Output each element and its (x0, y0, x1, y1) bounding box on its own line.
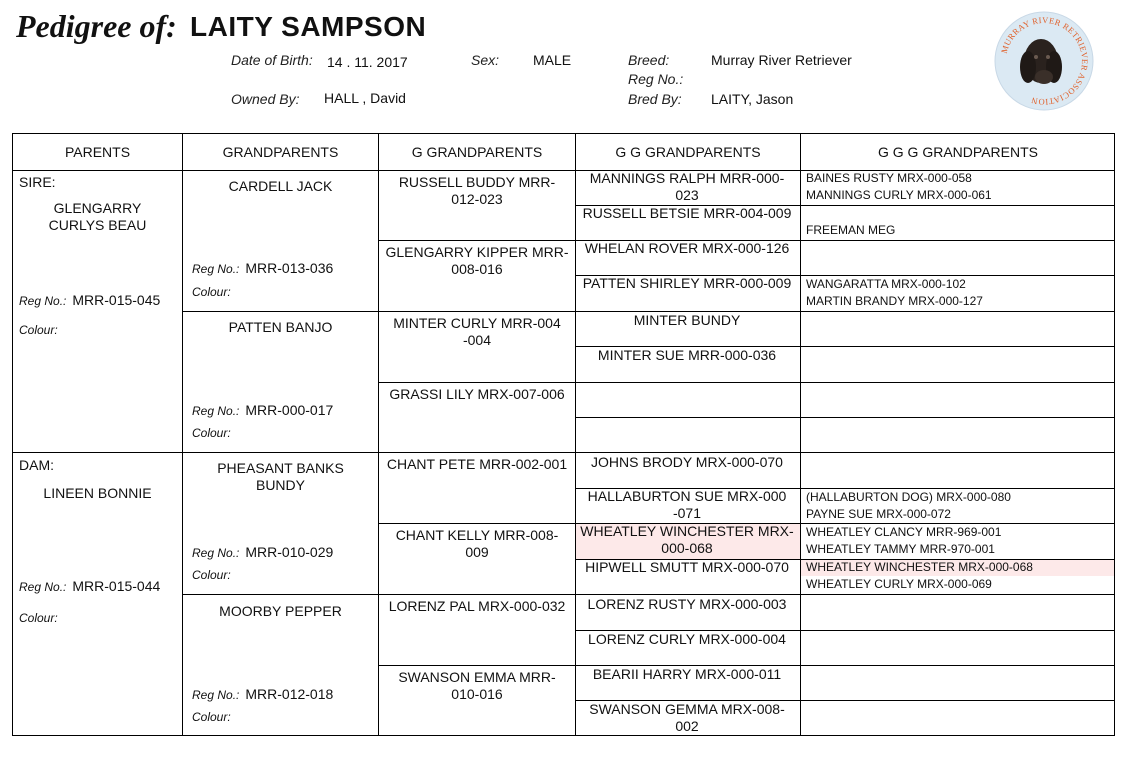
gg-grandparent: WHEATLEY WINCHESTER MRX-000-068 (580, 523, 794, 556)
ggg-grandparent: WHEATLEY CLANCY MRR-969-001 (806, 525, 1002, 539)
breed-label: Breed: (628, 52, 670, 68)
ggg-grandparent: WHEATLEY CURLY MRX-000-069 (806, 577, 992, 591)
regno-label: Reg No.: (628, 71, 684, 87)
ggg-grandparent: BAINES RUSTY MRX-000-058 (806, 171, 972, 185)
ggg-grandparent: WHEATLEY TAMMY MRR-970-001 (806, 542, 995, 556)
grandparent-name: MOORBY PEPPER (219, 603, 342, 619)
grandparent-name: PATTEN BANJO (228, 319, 333, 335)
ggg-grandparent: WHEATLEY WINCHESTER MRX-000-068 (806, 560, 1033, 574)
dog-name: LAITY SAMPSON (190, 11, 427, 42)
gg-grandparent: SWANSON GEMMA MRX-008-002 (589, 701, 785, 734)
ggg-grandparent: WANGARATTA MRX-000-102 (806, 277, 966, 291)
sex-label: Sex: (471, 52, 500, 68)
grandparent-colour-label: Colour: (192, 568, 231, 582)
grandparent-colour-label: Colour: (192, 710, 231, 724)
col-header-grandparents: GRANDPARENTS (222, 144, 339, 160)
grandparent-name: CARDELL JACK (228, 178, 333, 194)
gg-grandparent: JOHNS BRODY MRX-000-070 (591, 454, 783, 470)
dam-name: LINEEN BONNIE (43, 485, 152, 501)
grandparent-name: PHEASANT BANKS BUNDY (217, 460, 344, 493)
grandparent-reg: Reg No.: MRR-013-036 (192, 260, 334, 276)
g-grandparent: GRASSI LILY MRX-007-006 (389, 386, 565, 402)
gg-grandparent: BEARII HARRY MRX-000-011 (592, 666, 782, 682)
grandparent-reg: Reg No.: MRR-000-017 (192, 402, 334, 418)
gg-grandparent: LORENZ CURLY MRX-000-004 (588, 631, 786, 647)
bred-by-label: Bred By: (628, 91, 682, 107)
owned-by-label: Owned By: (231, 91, 300, 107)
g-grandparent: LORENZ PAL MRX-000-032 (388, 598, 566, 614)
sire-reg: Reg No.: MRR-015-045 (19, 292, 161, 308)
gg-grandparent: MANNINGS RALPH MRR-000-023 (589, 170, 785, 203)
col-header-gg-grandparents: G G GRANDPARENTS (615, 144, 761, 160)
grandparent-reg: Reg No.: MRR-010-029 (192, 544, 334, 560)
col-header-ggg-grandparents: G G G GRANDPARENTS (878, 144, 1038, 160)
sire-label: SIRE: (19, 174, 56, 190)
sire-colour-label: Colour: (19, 323, 58, 337)
breeder-value: LAITY, Jason (711, 91, 794, 107)
grandparent-colour-label: Colour: (192, 285, 231, 299)
ggg-grandparent: (HALLABURTON DOG) MRX-000-080 (806, 490, 1011, 504)
ggg-grandparent: FREEMAN MEG (806, 223, 896, 237)
dob-value: 14 . 11. 2017 (327, 54, 408, 70)
gg-grandparent: PATTEN SHIRLEY MRR-000-009 (582, 275, 792, 291)
g-grandparent: MINTER CURLY MRR-004 -004 (393, 315, 561, 348)
association-logo (994, 11, 1094, 111)
dam-colour-label: Colour: (19, 611, 58, 625)
gg-grandparent: MINTER SUE MRR-000-036 (597, 347, 777, 363)
grandparent-reg: Reg No.: MRR-012-018 (192, 686, 334, 702)
g-grandparent: CHANT PETE MRR-002-001 (386, 456, 568, 472)
ggg-grandparent: MANNINGS CURLY MRX-000-061 (806, 188, 992, 202)
col-header-g-grandparents: G GRANDPARENTS (411, 144, 543, 160)
pedigree-table (12, 133, 1115, 736)
gg-grandparent: LORENZ RUSTY MRX-000-003 (587, 596, 787, 612)
gg-grandparent: MINTER BUNDY (633, 312, 741, 328)
g-grandparent: RUSSELL BUDDY MRR-012-023 (398, 174, 556, 207)
g-grandparent: SWANSON EMMA MRR-010-016 (398, 669, 556, 702)
gg-grandparent: WHELAN ROVER MRX-000-126 (584, 240, 790, 256)
gg-grandparent: HALLABURTON SUE MRX-000 -071 (587, 488, 787, 521)
g-grandparent: GLENGARRY KIPPER MRR-008-016 (385, 244, 569, 277)
sire-name: GLENGARRY CURLYS BEAU (48, 200, 147, 233)
dam-label: DAM: (19, 457, 54, 473)
g-grandparent: CHANT KELLY MRR-008-009 (395, 527, 559, 560)
owner-value: HALL , David (324, 90, 406, 106)
grandparent-colour-label: Colour: (192, 426, 231, 440)
dob-label: Date of Birth: (231, 52, 313, 68)
breed-value: Murray River Retriever (711, 52, 852, 68)
gg-grandparent: HIPWELL SMUTT MRX-000-070 (585, 559, 789, 575)
pedigree-title-label: Pedigree of: (16, 8, 177, 44)
dam-reg: Reg No.: MRR-015-044 (19, 578, 161, 594)
ggg-grandparent: MARTIN BRANDY MRX-000-127 (806, 294, 983, 308)
logo-text: MURRAY RIVER RETRIEVER ASSOCIATION (998, 14, 1091, 108)
col-header-parents: PARENTS (64, 144, 131, 160)
ggg-grandparent: PAYNE SUE MRX-000-072 (806, 507, 951, 521)
gg-grandparent: RUSSELL BETSIE MRR-004-009 (582, 205, 792, 221)
sex-value: MALE (533, 52, 572, 68)
